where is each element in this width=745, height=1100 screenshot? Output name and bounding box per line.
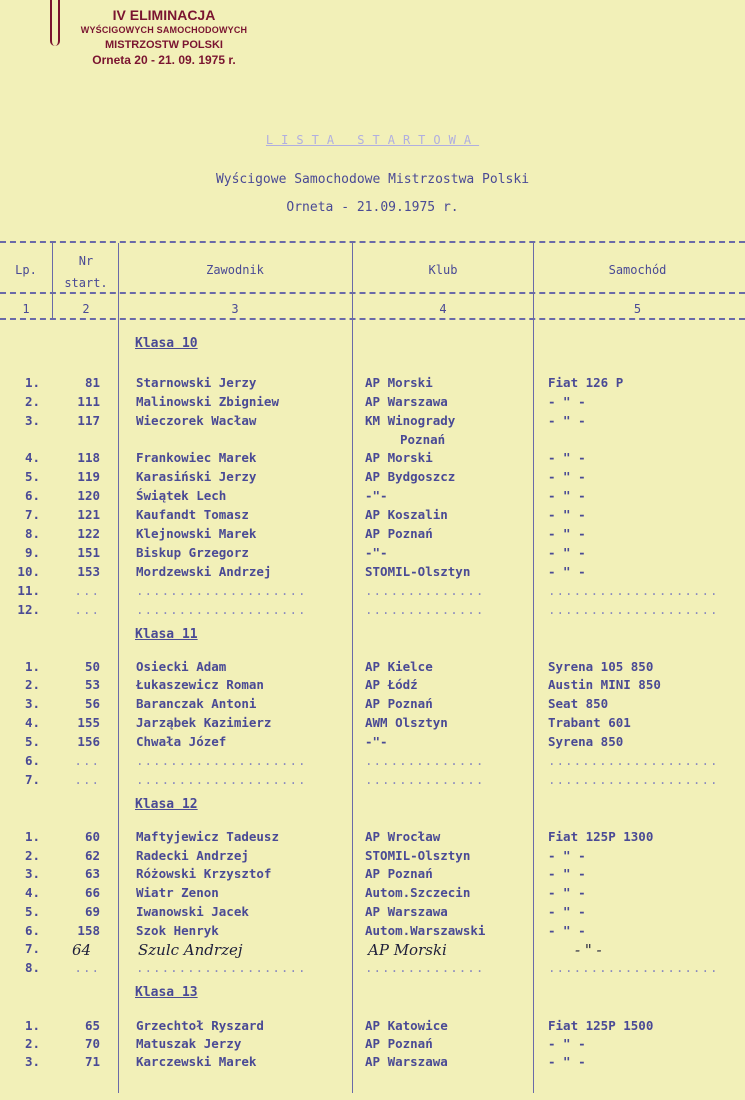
row-lp: 1. xyxy=(24,375,40,390)
row-car: Syrena 105 850 xyxy=(548,659,654,674)
row-driver: Szulc Andrzej xyxy=(138,941,243,959)
row-start-number: 117 xyxy=(77,413,100,428)
row-car: Syrena 850 xyxy=(548,734,624,749)
row-club: AP Morski xyxy=(368,941,447,959)
row-driver: .................... xyxy=(136,772,307,787)
row-club: AP Kielce xyxy=(365,659,433,674)
row-lp: 1. xyxy=(24,1018,40,1033)
row-lp: 2. xyxy=(24,677,40,692)
row-start-number: 120 xyxy=(77,488,100,503)
row-driver: Malinowski Zbigniew xyxy=(136,394,279,409)
class-title: Klasa 10 xyxy=(135,336,198,351)
row-lp: 7. xyxy=(24,507,40,522)
row-driver: .................... xyxy=(136,602,307,617)
row-driver: .................... xyxy=(136,583,307,598)
row-car: - " - xyxy=(548,885,586,900)
row-start-number: 60 xyxy=(84,829,100,844)
row-start-number: 81 xyxy=(84,375,100,390)
class-title: Klasa 12 xyxy=(135,797,198,812)
row-start-number: ... xyxy=(74,602,100,617)
row-car: - " - xyxy=(548,526,586,541)
row-start-number: 66 xyxy=(84,885,100,900)
row-club: KM Winogrady xyxy=(365,413,456,428)
row-driver: Chwała Józef xyxy=(136,734,227,749)
row-club: AP Poznań xyxy=(365,1036,433,1051)
header-car: Samochód xyxy=(608,263,667,277)
row-club: STOMIL-Olsztyn xyxy=(365,564,471,579)
row-car: - " - xyxy=(548,904,586,919)
row-club: .............. xyxy=(365,772,485,787)
row-start-number: 121 xyxy=(77,507,100,522)
row-lp: 9. xyxy=(24,545,40,560)
row-car: - " - xyxy=(548,545,586,560)
row-lp: 3. xyxy=(24,866,40,881)
row-car: Austin MINI 850 xyxy=(548,677,661,692)
stamp-line-4: Orneta 20 - 21. 09. 1975 r. xyxy=(92,53,236,67)
header-driver: Zawodnik xyxy=(206,263,264,277)
row-lp: 11. xyxy=(17,583,40,598)
row-start-number: ... xyxy=(74,583,100,598)
row-car: .................... xyxy=(548,960,719,975)
row-club: -"- xyxy=(365,545,388,560)
column-divider xyxy=(118,243,119,1093)
event-stamp xyxy=(44,8,284,68)
row-start-number: 155 xyxy=(77,715,100,730)
row-car: .................... xyxy=(548,602,719,617)
row-car: .................... xyxy=(548,772,719,787)
row-car: - " - xyxy=(548,1054,586,1069)
row-club: Autom.Warszawski xyxy=(365,923,486,938)
row-lp: 6. xyxy=(24,923,40,938)
row-car: .................... xyxy=(548,753,719,768)
stamp-line-1: IV ELIMINACJA xyxy=(112,7,216,23)
row-club: AP Katowice xyxy=(365,1018,448,1033)
row-driver: Frankowiec Marek xyxy=(136,450,257,465)
column-divider xyxy=(52,243,53,318)
row-start-number: 118 xyxy=(77,450,100,465)
row-driver: Jarząbek Kazimierz xyxy=(136,715,272,730)
row-driver: Kaufandt Tomasz xyxy=(136,507,249,522)
row-lp: 8. xyxy=(24,526,40,541)
row-car: - " - xyxy=(548,1036,586,1051)
row-start-number: 50 xyxy=(84,659,100,674)
row-driver: Wieczorek Wacław xyxy=(136,413,257,428)
row-club: AP Morski xyxy=(365,450,433,465)
index-cell: 3 xyxy=(231,302,239,316)
row-driver: Karczewski Marek xyxy=(136,1054,257,1069)
row-driver: Łukaszewicz Roman xyxy=(136,677,264,692)
row-driver: Radecki Andrzej xyxy=(136,848,249,863)
header-nr: Nr start. xyxy=(64,254,108,290)
row-driver: Klejnowski Marek xyxy=(136,526,257,541)
row-car: - " - xyxy=(548,469,586,484)
stamp-line-3: MISTRZOSTW POLSKI xyxy=(105,39,223,51)
row-lp: 4. xyxy=(24,715,40,730)
row-start-number: 111 xyxy=(77,394,100,409)
row-club: -"- xyxy=(365,734,388,749)
row-car: - " - xyxy=(548,394,586,409)
row-club: AP Morski xyxy=(365,375,433,390)
table-top-rule xyxy=(0,241,745,243)
row-club: AP Warszawa xyxy=(365,394,448,409)
row-driver: Mordzewski Andrzej xyxy=(136,564,272,579)
row-car: - " - xyxy=(548,413,586,428)
row-club: AP Poznań xyxy=(365,866,433,881)
row-start-number: ... xyxy=(74,772,100,787)
row-start-number: 70 xyxy=(84,1036,100,1051)
row-car: .................... xyxy=(548,583,719,598)
row-club: AP Wrocław xyxy=(365,829,441,844)
row-start-number: 56 xyxy=(84,696,100,711)
stamp-line-2: WYŚCIGOWYCH SAMOCHODOWYCH xyxy=(80,25,248,35)
row-lp: 4. xyxy=(24,450,40,465)
row-car: - " - xyxy=(575,941,602,959)
row-car: - " - xyxy=(548,923,586,938)
row-driver: Osiecki Adam xyxy=(136,659,227,674)
row-club: AP Łódź xyxy=(365,677,418,692)
row-driver: Różowski Krzysztof xyxy=(136,866,272,881)
row-lp: 1. xyxy=(24,829,40,844)
row-car: - " - xyxy=(548,564,586,579)
row-start-number: 64 xyxy=(72,941,92,959)
row-lp: 8. xyxy=(24,960,40,975)
row-driver: Starnowski Jerzy xyxy=(136,375,257,390)
row-start-number: 158 xyxy=(77,923,100,938)
row-driver: Maftyjewicz Tadeusz xyxy=(136,829,279,844)
row-driver: Iwanowski Jacek xyxy=(136,904,249,919)
row-club: AP Poznań xyxy=(365,526,433,541)
row-driver: Karasiński Jerzy xyxy=(136,469,257,484)
row-driver: Matuszak Jerzy xyxy=(136,1036,242,1051)
row-club: .............. xyxy=(365,602,485,617)
document-subtitle: Wyścigowe Samochodowe Mistrzostwa Polski xyxy=(215,172,530,187)
row-driver: .................... xyxy=(136,753,307,768)
row-club: AWM Olsztyn xyxy=(365,715,448,730)
row-start-number: 62 xyxy=(84,848,100,863)
row-driver: Grzechtoł Ryszard xyxy=(136,1018,264,1033)
row-lp: 7. xyxy=(24,772,40,787)
row-start-number: 53 xyxy=(84,677,100,692)
row-club: AP Warszawa xyxy=(365,904,448,919)
header-lp: Lp. xyxy=(15,263,37,277)
class-title: Klasa 13 xyxy=(135,985,198,1000)
row-start-number: 122 xyxy=(77,526,100,541)
row-club: Autom.Szczecin xyxy=(365,885,471,900)
row-lp: 2. xyxy=(24,1036,40,1051)
row-car: Seat 850 xyxy=(548,696,609,711)
row-car: - " - xyxy=(548,866,586,881)
index-cell: 1 xyxy=(22,302,30,316)
row-driver: Baranczak Antoni xyxy=(136,696,257,711)
index-rule xyxy=(0,318,745,320)
row-start-number: 65 xyxy=(84,1018,100,1033)
row-car: Fiat 125P 1300 xyxy=(548,829,654,844)
row-start-number: 156 xyxy=(77,734,100,749)
row-club: AP Warszawa xyxy=(365,1054,448,1069)
row-driver: Biskup Grzegorz xyxy=(136,545,249,560)
index-cell: 5 xyxy=(633,302,642,316)
row-car: Trabant 601 xyxy=(548,715,631,730)
index-cell: 4 xyxy=(439,302,447,316)
row-car: Fiat 126 P xyxy=(548,375,624,390)
row-car: Fiat 125P 1500 xyxy=(548,1018,654,1033)
row-lp: 1. xyxy=(24,659,40,674)
row-lp: 2. xyxy=(24,848,40,863)
row-club: -"- xyxy=(365,488,388,503)
column-divider xyxy=(352,243,353,1093)
row-lp: 10. xyxy=(17,564,40,579)
row-start-number: 151 xyxy=(77,545,100,560)
row-club: AP Bydgoszcz xyxy=(365,469,456,484)
row-club: .............. xyxy=(365,960,485,975)
row-car: - " - xyxy=(548,488,586,503)
row-start-number: 119 xyxy=(77,469,100,484)
row-car: - " - xyxy=(548,848,586,863)
index-cell: 2 xyxy=(82,302,90,316)
row-car: - " - xyxy=(548,507,586,522)
row-lp: 4. xyxy=(24,885,40,900)
row-start-number: 69 xyxy=(84,904,100,919)
row-lp: 3. xyxy=(24,413,40,428)
row-club: AP Poznań xyxy=(365,696,433,711)
class-title: Klasa 11 xyxy=(135,627,198,642)
document-date: Orneta - 21.09.1975 r. xyxy=(286,200,459,215)
row-car: - " - xyxy=(548,450,586,465)
row-start-number: ... xyxy=(74,753,100,768)
row-start-number: 153 xyxy=(77,564,100,579)
row-club: STOMIL-Olsztyn xyxy=(365,848,471,863)
row-lp: 6. xyxy=(24,488,40,503)
row-start-number: 63 xyxy=(84,866,100,881)
row-lp: 6. xyxy=(24,753,40,768)
column-divider xyxy=(533,243,534,1093)
row-start-number: ... xyxy=(74,960,100,975)
row-driver: Świątek Lech xyxy=(136,488,227,503)
row-lp: 2. xyxy=(24,394,40,409)
row-club: .............. xyxy=(365,753,485,768)
row-lp: 7. xyxy=(24,941,40,956)
row-driver: .................... xyxy=(136,960,307,975)
row-club: .............. xyxy=(365,583,485,598)
row-start-number: 71 xyxy=(84,1054,100,1069)
document-title: LISTA STARTOWA xyxy=(265,133,480,147)
row-club-line-2: Poznań xyxy=(400,432,446,447)
row-lp: 12. xyxy=(17,602,40,617)
row-club: AP Koszalin xyxy=(365,507,448,522)
row-lp: 3. xyxy=(24,1054,40,1069)
row-lp: 5. xyxy=(24,734,40,749)
row-lp: 3. xyxy=(24,696,40,711)
row-lp: 5. xyxy=(24,904,40,919)
header-club: Klub xyxy=(428,263,458,277)
row-lp: 5. xyxy=(24,469,40,484)
row-driver: Wiatr Zenon xyxy=(136,885,219,900)
row-driver: Szok Henryk xyxy=(136,923,219,938)
